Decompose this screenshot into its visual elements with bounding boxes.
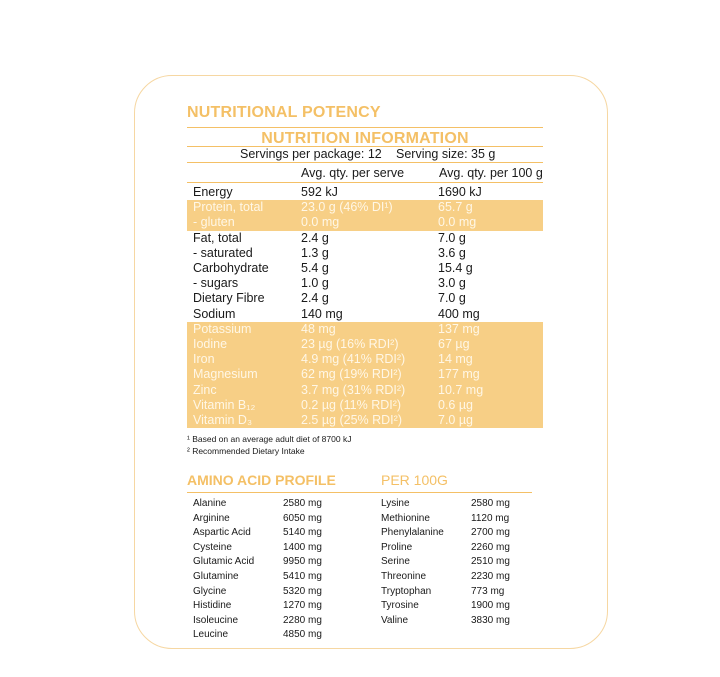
list-item [381, 570, 541, 585]
per-serve-value: 2.4 g [301, 230, 329, 245]
nutrient-name: Dietary Fibre [193, 291, 265, 306]
nutrient-name: Sodium [193, 306, 236, 321]
per-serve-value: 23 µg (16% RDI²) [295, 337, 432, 352]
amino-acid-value: 2280 mg [283, 614, 322, 626]
per-serve-value: 0.2 µg (11% RDI²) [295, 398, 432, 413]
per-100g-value: 14 mg [432, 352, 543, 367]
serving-size: Serving size: 35 g [396, 147, 496, 161]
amino-acid-value: 1120 mg [471, 512, 510, 524]
per-100g-value: 177 mg [432, 367, 543, 382]
list-item [381, 497, 541, 512]
list-item [193, 541, 373, 556]
nutrient-name: Energy [193, 185, 233, 199]
per-serve-value: 48 mg [295, 322, 432, 337]
amino-acid-name: Aspartic Acid [193, 527, 251, 539]
amino-acid-name: Phenylalanine [381, 527, 444, 539]
table-row [187, 307, 543, 322]
list-item [381, 526, 541, 541]
divider [187, 127, 543, 128]
amino-acid-name: Cysteine [193, 541, 232, 553]
per-100g-value: 15.4 g [438, 261, 473, 276]
list-item [381, 512, 541, 527]
amino-acid-value: 1270 mg [283, 600, 322, 612]
table-row [187, 383, 543, 398]
per-100g-value: 0.0 mg [432, 215, 543, 230]
amino-acid-name: Isoleucine [193, 614, 239, 626]
amino-acid-value: 773 mg [471, 585, 505, 597]
amino-acid-value: 1900 mg [471, 600, 510, 612]
list-item [381, 585, 541, 600]
amino-acid-name: Tyrosine [381, 600, 419, 612]
col-header-serve: Avg. qty. per serve [301, 166, 405, 180]
amino-list-right [381, 497, 541, 628]
per-serve-value: 140 mg [301, 306, 343, 321]
per-100g-value: 0.6 µg [432, 398, 543, 413]
col-header-100g: Avg. qty. per 100 g [439, 166, 543, 180]
amino-acid-value: 1400 mg [283, 541, 322, 553]
amino-acid-name: Methionine [381, 512, 430, 524]
divider [187, 162, 543, 163]
amino-acid-value: 2580 mg [471, 498, 510, 509]
table-row [187, 215, 543, 230]
per-100g-value: 10.7 mg [432, 383, 543, 398]
table-row [187, 231, 543, 246]
per-100g-value: 400 mg [438, 306, 480, 321]
nutrient-name: Zinc [187, 383, 295, 398]
nutrient-name: Iron [187, 352, 295, 367]
list-item [381, 614, 541, 629]
per-serve-value: 23.0 g (46% DI¹) [295, 200, 432, 215]
amino-acid-name: Serine [381, 556, 410, 568]
nutrient-name: - sugars [193, 276, 239, 291]
table-row [187, 352, 543, 367]
list-item [193, 526, 373, 541]
amino-acid-name: Alanine [193, 498, 227, 509]
table-row [187, 413, 543, 428]
amino-acid-name: Glycine [193, 585, 227, 597]
per-100g-value: 7.0 g [438, 230, 466, 245]
nutrient-name: Fat, total [193, 230, 242, 245]
nutrient-name: Magnesium [187, 367, 295, 382]
table-row [187, 185, 543, 200]
amino-acid-value: 2510 mg [471, 556, 510, 568]
amino-acid-value: 5410 mg [283, 570, 322, 582]
per-100g-value: 1690 kJ [438, 185, 482, 199]
amino-acid-value: 9950 mg [283, 556, 322, 568]
nutrient-name: - saturated [193, 245, 253, 260]
amino-acid-value: 5140 mg [283, 527, 322, 539]
divider [187, 182, 543, 183]
nutrient-name: Iodine [187, 337, 295, 352]
servings-per-package: Servings per package: 12 [240, 147, 382, 161]
amino-acid-value: 2580 mg [283, 498, 322, 509]
per-serve-value: 62 mg (19% RDI²) [295, 367, 432, 382]
amino-acid-name: Proline [381, 541, 413, 553]
nutrient-name: Protein, total [187, 200, 295, 215]
table-row [187, 200, 543, 215]
per-100g-value: 7.0 g [438, 291, 466, 306]
list-item [381, 599, 541, 614]
per-serve-value: 5.4 g [301, 261, 329, 276]
list-item [193, 599, 373, 614]
per-100g-value: 67 µg [432, 337, 543, 352]
per-serve-value: 2.4 g [301, 291, 329, 306]
table-row [187, 367, 543, 382]
footnote-1: ¹ Based on an average adult diet of 8700 kJ [187, 434, 352, 444]
per-100g-value: 3.6 g [438, 245, 466, 260]
amino-acid-value: 6050 mg [283, 512, 322, 524]
table-row [187, 337, 543, 352]
amino-acid-value: 2230 mg [471, 570, 510, 582]
amino-acid-name: Valine [381, 614, 409, 626]
table-row [187, 246, 543, 261]
list-item [193, 614, 373, 629]
list-item [193, 585, 373, 600]
per-serve-value: 1.0 g [301, 276, 329, 291]
per-serve-value: 4.9 mg (41% RDI²) [295, 352, 432, 367]
per-serve-value: 0.0 mg [295, 215, 432, 230]
list-item [381, 541, 541, 556]
amino-acid-name: Glutamic Acid [193, 556, 255, 568]
amino-acid-name: Lysine [381, 498, 410, 509]
amino-acid-name: Tryptophan [381, 585, 432, 597]
per-serve-value: 1.3 g [301, 245, 329, 260]
table-row [187, 291, 543, 306]
divider [187, 492, 532, 493]
amino-acid-value: 2700 mg [471, 527, 510, 539]
footnote-2: ² Recommended Dietary Intake [187, 446, 305, 456]
per-100g-value: 65.7 g [432, 200, 543, 215]
list-item [193, 555, 373, 570]
list-item [193, 570, 373, 585]
list-item [193, 497, 373, 512]
table-row [187, 398, 543, 413]
amino-acid-name: Threonine [381, 570, 427, 582]
nutrition-title: NUTRITION INFORMATION [261, 130, 469, 147]
per-100g-value: 7.0 µg [432, 413, 543, 428]
nutrient-name: Vitamin D₃ [187, 413, 295, 428]
amino-acid-name: Glutamine [193, 570, 239, 582]
amino-acid-name: Histidine [193, 600, 232, 612]
amino-acid-name: Arginine [193, 512, 230, 524]
amino-acid-value: 5320 mg [283, 585, 322, 597]
list-item [193, 628, 373, 643]
per-serve-value: 2.5 µg (25% RDI²) [295, 413, 432, 428]
nutrition-table [187, 185, 543, 428]
amino-title: AMINO ACID PROFILE [187, 472, 336, 488]
per-100g-value: 3.0 g [438, 276, 466, 291]
nutrient-name: Vitamin B₁₂ [187, 398, 295, 413]
amino-list-left [193, 497, 373, 643]
per-serve-value: 3.7 mg (31% RDI²) [295, 383, 432, 398]
per-100g-value: 137 mg [432, 322, 543, 337]
list-item [193, 512, 373, 527]
table-row [187, 261, 543, 276]
amino-acid-value: 3830 mg [471, 614, 510, 626]
table-row [187, 276, 543, 291]
per-serve-value: 592 kJ [301, 185, 338, 199]
nutrient-name: Potassium [187, 322, 295, 337]
amino-subtitle: PER 100G [381, 472, 448, 488]
nutrient-name: - gluten [187, 215, 295, 230]
list-item [381, 555, 541, 570]
amino-acid-value: 2260 mg [471, 541, 510, 553]
page-title: NUTRITIONAL POTENCY [187, 104, 381, 121]
amino-acid-name: Leucine [193, 629, 229, 641]
nutrient-name: Carbohydrate [193, 261, 269, 276]
amino-acid-value: 4850 mg [283, 629, 322, 641]
table-row [187, 322, 543, 337]
